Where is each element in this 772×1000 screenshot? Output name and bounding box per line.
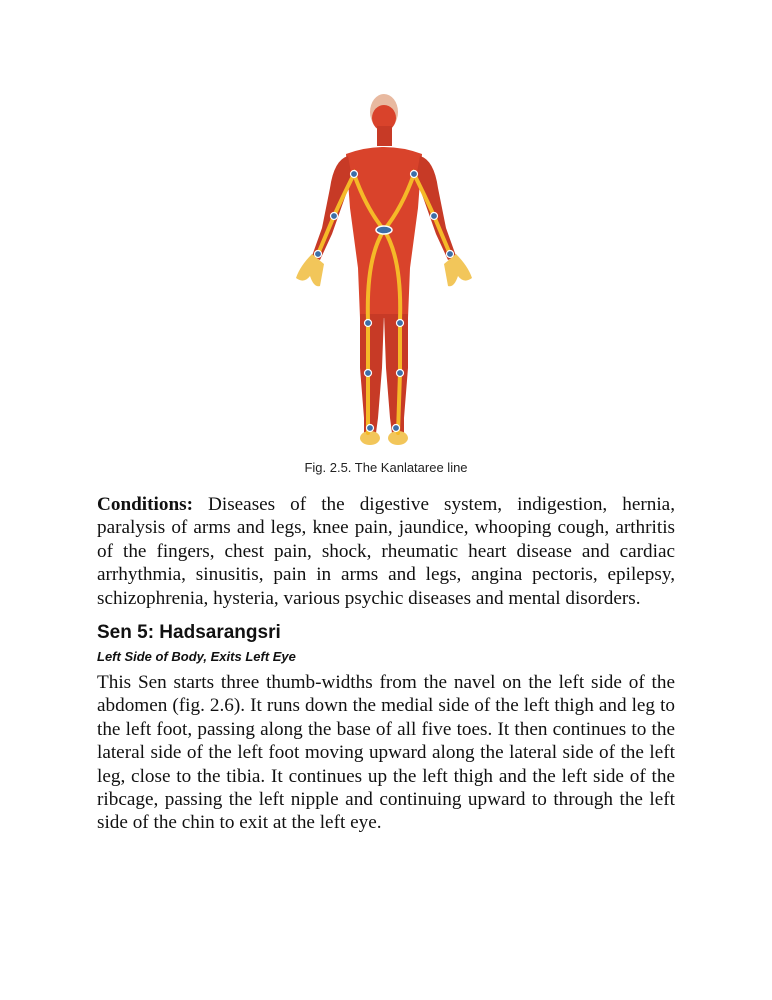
conditions-paragraph: [97, 493, 675, 610]
kanlataree-body-figure: [286, 88, 486, 450]
left-foot-shape: [360, 431, 380, 445]
section-title: Sen 5: Hadsarangsri: [97, 622, 281, 643]
conditions-text: Diseases of the digestive system, indigestion, hernia, paralysis of arms and legs, knee pain, jaundice, whooping cough, arthritis of the fingers, chest pain, shock, rheumatic heart disease and cardiac arrhythmia, sinusitis, pain in arms and legs, angina pectoris, epilepsy, schizophrenia, hysteria, various psychic diseases and mental disorders.: [97, 494, 675, 609]
right-arm-shape: [416, 156, 456, 260]
navel-point: [376, 226, 392, 234]
section-subtitle: Left Side of Body, Exits Left Eye: [97, 649, 296, 664]
section-body-paragraph: This Sen starts three thumb-widths from the navel on the left side of the abdomen (fig. 2.6). It runs down the medial side of the left thigh and leg to the left foot, passing along the base of all five toes. It then continues to the lateral side of the left foot moving upward along the lateral side of the left leg, close to the tibia. It continues up the left thigh and the left side of the ribcage, passing the left nipple and continuing upward to through the left side of the chin to exit at the left eye.: [97, 672, 675, 834]
neck-shape: [377, 126, 392, 146]
left-arm-shape: [312, 156, 352, 260]
conditions-label: Conditions:: [97, 494, 193, 515]
figure-caption: Fig. 2.5. The Kanlataree line: [304, 460, 468, 475]
